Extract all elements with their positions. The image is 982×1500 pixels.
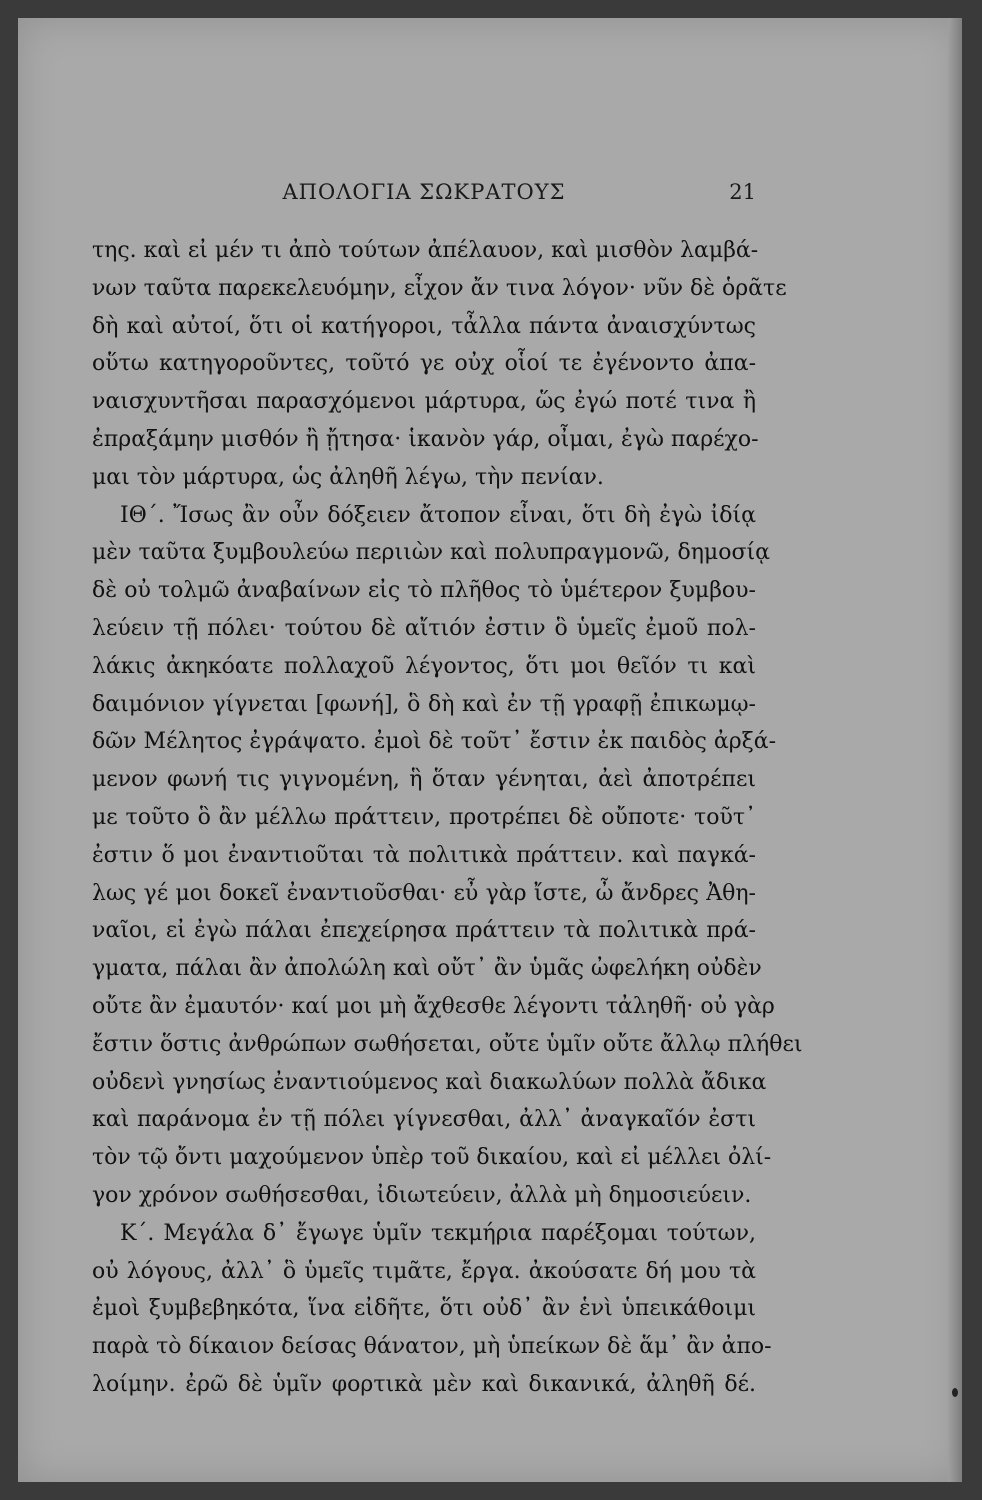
paper-speck: [952, 1388, 958, 1397]
text-line: μὲν ταῦτα ξυμβουλεύω περιιὼν καὶ πολυπραγμονῶ, δημοσίᾳ: [92, 540, 770, 566]
section-heading-line: Κ΄. Μεγάλα δ᾽ ἔγωγε ὑμῖν τεκμήρια παρέξομαι τούτων,: [120, 1220, 756, 1246]
text-line: λάκις ἀκηκόατε πολλαχοῦ λέγοντος, ὅτι μοι θεῖόν τι καὶ: [92, 653, 756, 679]
text-line: ναισχυντῆσαι παρασχόμενοι μάρτυρα, ὥς ἐγώ ποτέ τινα ἢ: [92, 389, 756, 415]
text-line: δὴ καὶ αὐτοί, ὅτι οἱ κατήγοροι, τἆλλα πάντα ἀναισχύντως: [92, 313, 756, 339]
text-line: ἐπραξάμην μισθόν ἢ ᾔτησα· ἱκανὸν γάρ, οἶμαι, ἐγὼ παρέχο-: [92, 426, 759, 452]
text-line: παρὰ τὸ δίκαιον δείσας θάνατον, μὴ ὑπείκων δὲ ἅμ᾽ ἂν ἀπο-: [92, 1334, 772, 1360]
text-line: της. καὶ εἰ μέν τι ἀπὸ τούτων ἀπέλαυον, καὶ μισθὸν λαμβά-: [92, 238, 759, 263]
page-header: [92, 180, 756, 220]
text-line: δὲ οὐ τολμῶ ἀναβαίνων εἰς τὸ πλῆθος τὸ ὑμέτερον ξυμβου-: [92, 578, 756, 604]
running-title: ΑΠΟΛΟΓΙΑ ΣΩΚΡΑΤΟΥΣ: [282, 180, 566, 204]
body-text: [92, 232, 803, 1404]
text-line: λεύειν τῇ πόλει· τούτου δὲ αἴτιόν ἐστιν ὃ ὑμεῖς ἐμοῦ πολ-: [92, 615, 756, 641]
text-line: νων ταῦτα παρεκελευόμην, εἶχον ἄν τινα λόγον· νῦν δὲ ὁρᾶτε: [92, 275, 787, 301]
text-line: οὔτε ἂν ἐμαυτόν· καί μοι μὴ ἄχθεσθε λέγοντι τἀληθῆ· οὐ γὰρ: [92, 993, 775, 1019]
text-line: ἐμοὶ ξυμβεβηκότα, ἵνα εἰδῆτε, ὅτι οὐδ᾽ ἂν ἑνὶ ὑπεικάθοιμι: [92, 1296, 756, 1322]
section-heading-line: ΙΘ΄. Ἴσως ἂν οὖν δόξειεν ἄτοπον εἶναι, ὅτι δὴ ἐγὼ ἰδίᾳ: [120, 502, 756, 528]
text-line: γον χρόνον σωθήσεσθαι, ἰδιωτεύειν, ἀλλὰ μὴ δημοσιεύειν.: [92, 1182, 752, 1208]
page-number: 21: [729, 180, 756, 204]
text-line: καὶ παράνομα ἐν τῇ πόλει γίγνεσθαι, ἀλλ᾽ ἀναγκαῖόν ἐστι: [92, 1107, 756, 1133]
text-line: ἐστιν ὅ μοι ἐναντιοῦται τὰ πολιτικὰ πράττειν. καὶ παγκά-: [92, 842, 756, 868]
text-line: με τοῦτο ὃ ἂν μέλλω πράττειν, προτρέπει δὲ οὔποτε· τοῦτ᾽: [92, 804, 756, 830]
text-line: γματα, πάλαι ἂν ἀπολώλη καὶ οὔτ᾽ ἂν ὑμᾶς ὠφελήκη οὐδὲν: [92, 956, 762, 982]
text-line: μαι τὸν μάρτυρα, ὡς ἀληθῆ λέγω, τὴν πενίαν.: [92, 464, 604, 490]
text-line: λως γέ μοι δοκεῖ ἐναντιοῦσθαι· εὖ γὰρ ἴστε, ὦ ἄνδρες Ἀθη-: [92, 880, 756, 906]
text-line: οὐδενὶ γνησίως ἐναντιούμενος καὶ διακωλύων πολλὰ ἄδικα: [92, 1069, 767, 1095]
text-line: οὐ λόγους, ἀλλ᾽ ὃ ὑμεῖς τιμᾶτε, ἔργα. ἀκούσατε δή μου τὰ: [92, 1258, 756, 1284]
text-line: δῶν Μέλητος ἐγράψατο. ἐμοὶ δὲ τοῦτ᾽ ἔστιν ἐκ παιδὸς ἀρξά-: [92, 729, 777, 755]
text-line: οὕτω κατηγοροῦντες, τοῦτό γε οὐχ οἷοί τε ἐγένοντο ἀπα-: [92, 351, 756, 377]
text-line: μενον φωνή τις γιγνομένη, ἣ ὅταν γένηται, ἀεὶ ἀποτρέπει: [92, 767, 756, 793]
text-line: ναῖοι, εἰ ἐγὼ πάλαι ἐπεχείρησα πράττειν τὰ πολιτικὰ πρά-: [92, 918, 756, 944]
text-line: τὸν τῷ ὄντι μαχούμενον ὑπὲρ τοῦ δικαίου, καὶ εἰ μέλλει ὀλί-: [92, 1145, 772, 1171]
text-line: λοίμην. ἐρῶ δὲ ὑμῖν φορτικὰ μὲν καὶ δικανικά, ἀληθῆ δέ.: [92, 1371, 756, 1397]
text-line: δαιμόνιον γίγνεται [φωνή], ὃ δὴ καὶ ἐν τῇ γραφῇ ἐπικωμῳ-: [92, 691, 756, 717]
page-edge: [948, 18, 962, 1482]
text-line: ἔστιν ὅστις ἀνθρώπων σωθήσεται, οὔτε ὑμῖν οὔτε ἄλλῳ πλήθει: [92, 1031, 803, 1057]
